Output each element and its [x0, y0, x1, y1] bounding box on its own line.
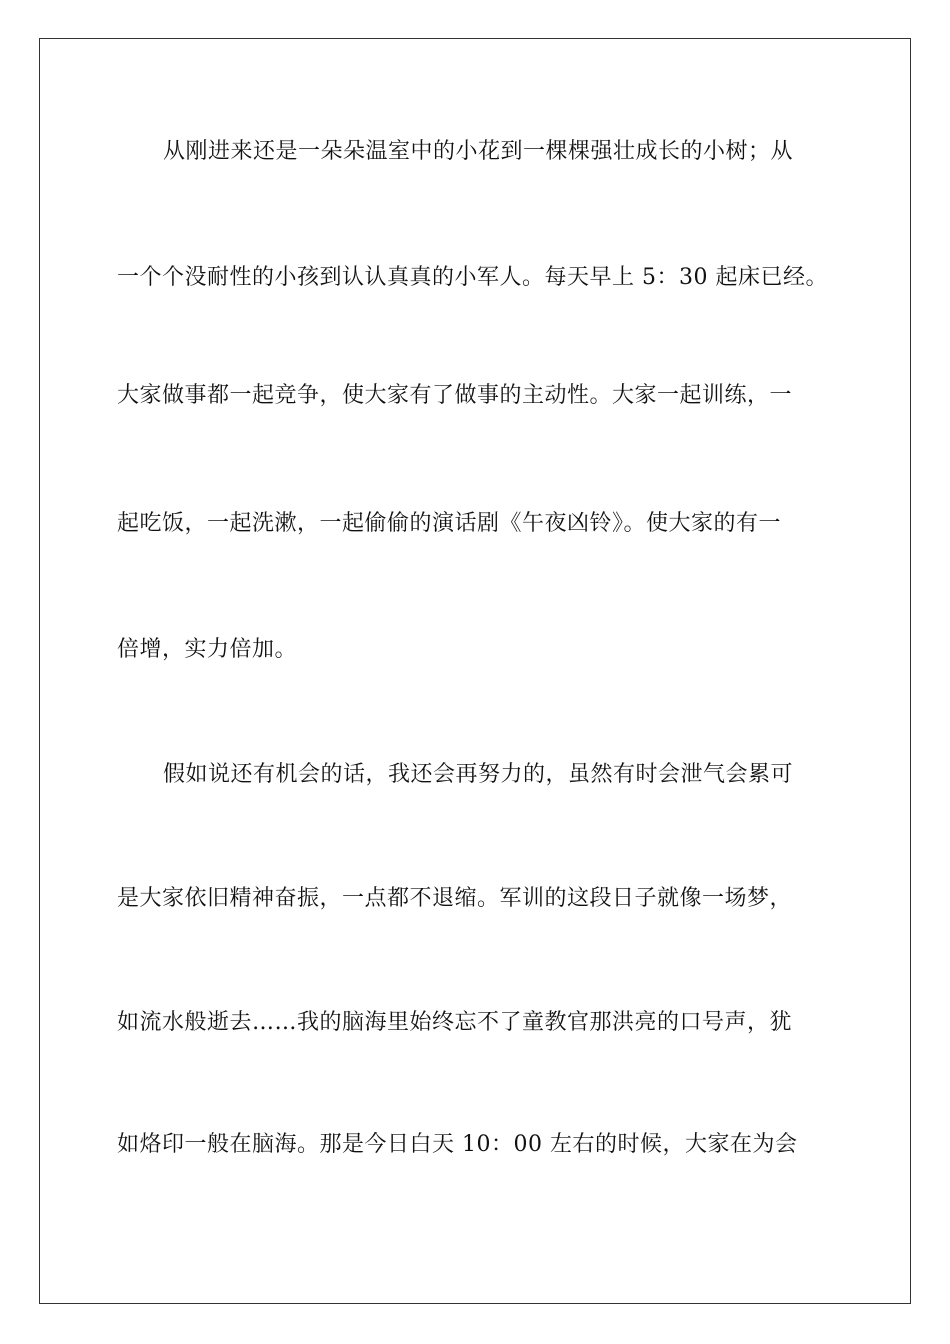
paragraph-2-line-1: 假如说还有机会的话，我还会再努力的，虽然有时会泄气会累可: [163, 762, 794, 787]
paragraph-1-line-3: 大家做事都一起竞争，使大家有了做事的主动性。大家一起训练，一: [117, 383, 793, 408]
paragraph-2-line-3: 如流水般逝去……我的脑海里始终忘不了童教官那洪亮的口号声，犹: [117, 1010, 793, 1035]
paragraph-1-line-5: 倍增，实力倍加。: [117, 637, 298, 662]
paragraph-1-line-4: 起吃饭，一起洗漱，一起偷偷的演话剧《午夜凶铃》。使大家的有一: [117, 511, 782, 536]
paragraph-2-line-4: 如烙印一般在脑海。那是今日白天 10：00 左右的时候，大家在为会: [117, 1132, 798, 1157]
paragraph-1-line-1: 从刚进来还是一朵朵温室中的小花到一棵棵强壮成长的小树；从: [163, 139, 794, 164]
paragraph-1-line-2: 一个个没耐性的小孩到认认真真的小军人。每天早上 5：30 起床已经。: [117, 265, 828, 290]
paragraph-2-line-2: 是大家依旧精神奋振，一点都不退缩。军训的这段日子就像一场梦，: [117, 886, 793, 911]
page-border: [39, 38, 911, 1304]
